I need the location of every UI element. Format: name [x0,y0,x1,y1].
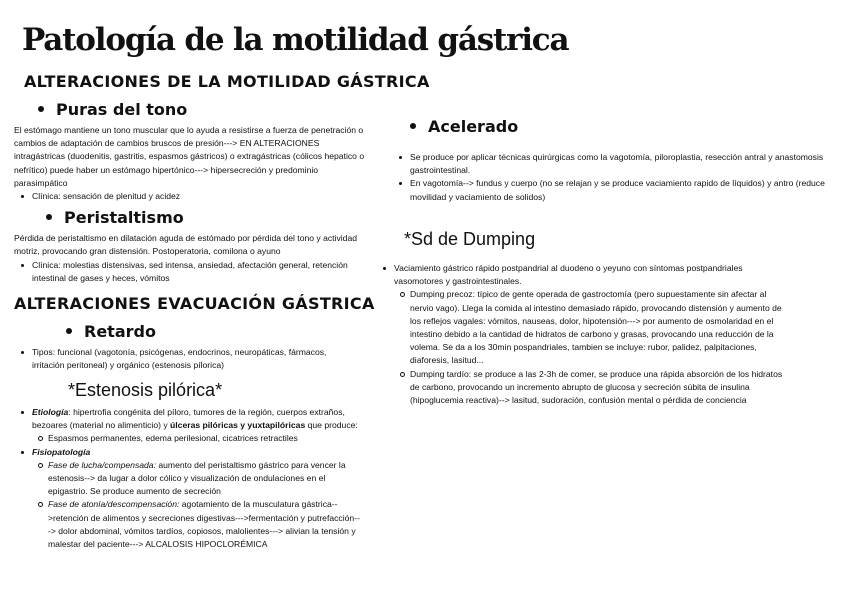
bullet-icon [46,214,52,220]
heading-peristaltismo: Peristaltismo [46,208,184,227]
list-item: Fase de atonía/descompensación: agotamiento de la musculatura gástrica-->retención de alimentos y secreciones digestivas--->fermentación y putrefacción---> dolor abdominal, vómitos tardíos, copiosos, malolientes---> alivian la tensión y malestar del paciente---> ALCALOSIS HIPOCLORÉMICA [32,498,362,551]
estenosis-list [14,406,362,551]
list-item: Tipos: funcional (vagotonía, psicógenas, endocrinos, neuropáticas, fármacos, irritación peritoneal) y orgánico (estenosis pílorica) [14,346,344,372]
acelerado-list [392,151,838,204]
heading-acelerado: Acelerado [410,117,518,136]
bullet-icon [410,123,416,129]
heading-sd-dumping: *Sd de Dumping [404,229,536,249]
list-item: Fisiopatología Fase de lucha/compensada: aumento del peristaltismo gástrico para vencer la estenosis--> da lugar a dolor cólico y visualización de ondulaciones en el epigastrio. Se produce aumento de secreción Fase de atonía/descompensación: agotamiento de la musculatura gástrica-->retención de alimentos y secreciones digestivas--->fermentación y putrefacción---> dolor abdominal, vómitos tardíos, copiosos, malolientes---> alivian la tensión y malestar del paciente---> ALCALOSIS HIPOCLORÉMICA [14,446,362,552]
list-item: Dumping tardío: se produce a las 2-3h de comer, se produce una rápida absorción de los hidratos de carbono, provocando un incremento abrupto de glucosa y secreción súbita de insulina (hipoglucemia reactiva)--> lasitud, sudoración, confusión mental o pérdida de conciencia [394,368,786,408]
heading-puras-del-tono: Puras del tono [38,100,187,119]
list-item: Fase de lucha/compensada: aumento del peristaltismo gástrico para vencer la estenosis--> da lugar a dolor cólico y visualización de ondulaciones en el epigastrio. Se produce aumento de secreción [32,459,362,499]
fisiopatologia-sublist [32,459,362,551]
list-item: Vaciamiento gástrico rápido postpandrial al duodeno o yeyuno con síntomas postpandriales vasomotores y gastrointestinales. Dumping precoz: típico de gente operada de gastroctomía (pero supuestamente sin afectar al nervio vago). Llega la comida al intestino demasiado rápido, provocando distensión y aumento de los reflejos vagales: vómitos, nauseas, dolor, hipotensión---> por aumento de osmolaridad en el intestino debido a la cantidad de hidratos de carbono y grasas, provocando una reducción de la volema. Se da a los 30min pospandriales, tambien se incluye: rubor, palidez, palpitaciones, diaforesis, lasitud... Dumping tardío: se produce a las 2-3h de comer, se produce una rápida absorción de los hidratos de carbono, provocando un incremento abrupto de glucosa y secreción súbita de insulina (hipoglucemia reactiva)--> lasitud, sudoración, confusión mental o pérdida de conciencia [376,262,786,407]
list-item: Dumping precoz: típico de gente operada de gastroctomía (pero supuestamente sin afectar al nervio vago). Llega la comida al intestino demasiado rápido, provocando distensión y aumento de los reflejos vagales: vómitos, nauseas, dolor, hipotensión---> por aumento de osmolaridad en el intestino debido a la cantidad de hidratos de carbono y grasas, provocando una reducción de la volema. Se da a los 30min pospandriales, tambien se incluye: rubor, palidez, palpitaciones, diaforesis, lasitud... [394,288,786,367]
list-item: Se produce por aplicar técnicas quirúrgicas como la vagotomía, piloroplastia, resección antral y anastomosis gastrointestinal. [392,151,838,177]
dumping-list [376,262,786,407]
list-item: Etiología: hipertrofia congénita del píloro, tumores de la región, cuerpos extraños, bezoares (material no alimenticio) y úlceras pilóricas y yuxtapilóricas que produce: Espasmos permanentes, edema perilesional, cicatrices retractiles [14,406,362,446]
dumping-sublist [394,288,786,407]
page-title: Patología de la motilidad gástrica [22,22,569,58]
list-item: Espasmos permanentes, edema perilesional, cicatrices retractiles [32,432,362,445]
list-item: En vagotomía--> fundus y cuerpo (no se relajan y se produce vaciamiento rapido de líquidos) y antro (reduce movilidad y vaciamiento de solidos) [392,177,838,203]
etiologia-sublist [32,432,362,445]
heading-alteraciones-evacuacion: ALTERACIONES EVACUACIÓN GÁSTRICA [14,294,375,313]
heading-alteraciones-motilidad: ALTERACIONES DE LA MOTILIDAD GÁSTRICA [24,72,430,91]
bullet-icon [66,328,72,334]
peristaltismo-paragraph: Pérdida de peristaltismo en dilatación aguda de estómado por pérdida del tono y actividad motriz, provocando gran distensión. Postoperatoria, comilona o ayuno [14,233,358,257]
bullet-icon [38,106,44,112]
puras-list [14,190,374,203]
heading-estenosis-pilorica: *Estenosis pilórica* [68,380,223,400]
list-item: Clínica: sensación de plenitud y acidez [14,190,374,203]
peristaltismo-list [14,259,366,285]
puras-paragraph: El estómago mantiene un tono muscular que lo ayuda a resistirse a fuerza de penetración o cambios de adaptación de cambios bruscos de presión---> EN ALTERACIONES intragástricas (duodenitis, gastritis, espasmos gástricos) o extragástricas (cólicos hepatico o nefrítico) puede haber un estómago hipertónico---> hipersecreción y predominio parasimpático [14,125,365,188]
heading-retardo: Retardo [66,322,156,341]
list-item: Clínica: molestias distensivas, sed intensa, ansiedad, afectación general, retención intestinal de gases y heces, vómitos [14,259,366,285]
retardo-list [14,346,344,372]
